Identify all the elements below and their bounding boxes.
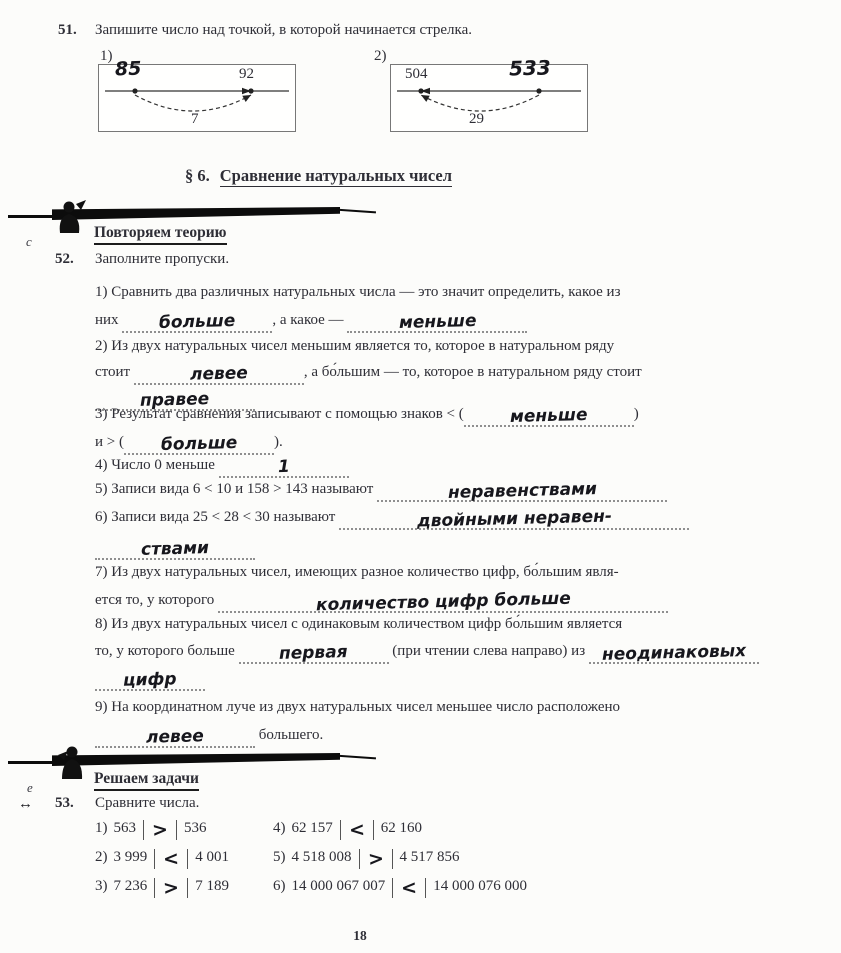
handwritten-sign: < xyxy=(162,847,180,871)
diagram-1-handwritten-answer: 85 xyxy=(114,57,142,81)
diagram-1-end-value: 92 xyxy=(239,66,254,82)
right-number: 536 xyxy=(184,820,207,836)
fill-item-1 xyxy=(95,278,791,334)
handwritten-sign: < xyxy=(348,818,366,842)
printed-text: них xyxy=(95,312,119,328)
sign-slot xyxy=(154,849,188,869)
fill-blank xyxy=(219,456,349,478)
handwritten-answer: меньше xyxy=(398,310,477,334)
diagram-2-start-value: 504 xyxy=(405,66,428,82)
fill-blank xyxy=(95,726,255,748)
theory-banner xyxy=(30,202,370,248)
fill-item-8 xyxy=(95,611,791,692)
diagram-2-box xyxy=(390,55,588,132)
fill-blank xyxy=(347,310,527,334)
tasks-mascot-icon xyxy=(56,745,88,781)
printed-text: 8) Из двух натуральных чисел с одинаковым количеством цифр бо́льшим является xyxy=(95,616,623,632)
printed-text: (при чтении слева направо) из xyxy=(392,643,586,659)
comparison-2 xyxy=(95,849,273,869)
problem-53-number: 53. xyxy=(55,795,74,811)
printed-text: ). xyxy=(273,434,283,450)
pair-work-arrow-icon: ↔ xyxy=(18,796,33,812)
handwritten-answer: меньше xyxy=(509,404,588,428)
comparison-grid xyxy=(95,820,715,898)
right-number: 62 160 xyxy=(380,820,422,836)
left-number: 4 518 008 xyxy=(291,849,352,865)
fill-blank xyxy=(589,641,759,665)
printed-text: ется то, у которого xyxy=(95,592,215,608)
left-number: 563 xyxy=(113,820,136,836)
sign-slot xyxy=(392,878,426,898)
diagram-1-box xyxy=(98,57,296,132)
printed-text: то, у которого больше xyxy=(95,643,235,659)
printed-text: и > ( xyxy=(95,434,124,450)
number-line-diagram-2 xyxy=(372,48,590,138)
item-label: 5) xyxy=(273,849,286,865)
problem-53-title: Сравните числа. xyxy=(95,795,200,811)
banner-stripe xyxy=(52,753,340,766)
fill-blank xyxy=(122,311,272,333)
handwritten-sign: > xyxy=(366,847,385,871)
right-number: 14 000 076 000 xyxy=(433,878,527,894)
problem-52-title: Заполните пропуски. xyxy=(95,251,230,267)
printed-text: 6) Записи вида 25 < 28 < 30 называют xyxy=(95,509,336,525)
section-heading xyxy=(185,166,452,186)
right-number: 4 517 856 xyxy=(399,849,460,865)
margin-mark-tasks: e xyxy=(27,780,33,795)
printed-text: 9) На координатном луче из двух натуральных чисел меньшее число расположено xyxy=(95,699,621,715)
left-number: 3 999 xyxy=(113,849,148,865)
section-number: § 6. xyxy=(185,166,210,185)
sign-slot xyxy=(359,849,393,869)
printed-text: ) xyxy=(633,406,639,422)
distance-arc xyxy=(135,95,251,111)
theory-mascot-icon xyxy=(56,199,88,235)
handwritten-answer: неодинаковых xyxy=(601,641,747,665)
fill-item-5 xyxy=(95,477,791,502)
problem-51-text: Запишите число над точкой, в которой начинается стрелка. xyxy=(95,22,473,38)
problem-51-number: 51. xyxy=(58,22,77,38)
diagram-2-distance: 29 xyxy=(469,111,484,127)
handwritten-answer: 1 xyxy=(277,456,290,478)
handwritten-answer: неравенствами xyxy=(447,479,597,503)
section-title: Сравнение натуральных чисел xyxy=(219,166,452,185)
printed-text: 4) Число 0 меньше xyxy=(95,457,215,473)
banner-tail-left xyxy=(8,215,54,218)
handwritten-answer: правее xyxy=(140,389,210,411)
sign-slot xyxy=(143,820,177,840)
item-label: 6) xyxy=(273,878,286,894)
printed-text: 2) Из двух натуральных чисел меньшим является то, которое в натуральном ряду xyxy=(95,338,615,354)
line-arrowhead-left xyxy=(421,88,430,95)
banner-stripe xyxy=(52,207,340,220)
fill-blank xyxy=(464,404,634,428)
tasks-banner-title: Решаем задачи xyxy=(94,770,199,791)
left-number: 14 000 067 007 xyxy=(291,878,386,894)
handwritten-answer: двойными неравен- xyxy=(416,506,612,532)
fill-item-7 xyxy=(95,558,791,614)
fill-blank xyxy=(239,642,389,664)
comparison-4 xyxy=(273,820,715,840)
item-label: 2) xyxy=(95,849,108,865)
handwritten-sign: > xyxy=(162,876,180,900)
comparison-6 xyxy=(273,878,715,898)
diagram-2-handwritten-answer: 533 xyxy=(508,55,552,81)
sign-slot xyxy=(154,878,188,898)
comparison-3 xyxy=(95,878,273,898)
fill-item-4 xyxy=(95,453,791,478)
diagram-2-label: 2) xyxy=(374,48,387,64)
distance-arc xyxy=(421,95,539,111)
problem-52-number: 52. xyxy=(55,251,74,267)
diagram-1-distance: 7 xyxy=(191,111,199,127)
theory-banner-title: Повторяем теорию xyxy=(94,224,227,245)
fill-blank xyxy=(377,479,667,503)
handwritten-answer: цифр xyxy=(122,669,178,691)
handwritten-answer: левее xyxy=(189,363,249,385)
handwritten-answer: больше xyxy=(160,433,238,455)
fill-item-3 xyxy=(95,400,791,456)
diagram-1-label: 1) xyxy=(100,48,113,64)
number-line-diagram-1 xyxy=(98,48,300,138)
printed-text: 7) Из двух натуральных чисел, имеющих разное количество цифр, бо́льшим явля- xyxy=(95,564,619,580)
printed-text: 5) Записи вида 6 < 10 и 158 > 143 называют xyxy=(95,481,374,497)
handwritten-answer: больше xyxy=(158,311,236,333)
handwritten-answer: количество цифр больше xyxy=(315,588,571,616)
banner-tail-left xyxy=(8,761,54,764)
handwritten-answer: первая xyxy=(278,642,349,664)
handwritten-answer: левее xyxy=(145,726,205,748)
sign-slot xyxy=(340,820,374,840)
page-number: 18 xyxy=(353,928,367,943)
right-number: 4 001 xyxy=(195,849,229,865)
fill-blank xyxy=(95,669,205,691)
tasks-banner xyxy=(30,748,370,794)
printed-text: стоит xyxy=(95,364,131,380)
printed-text: 3) Результат сравнения записывают с помощью знаков < ( xyxy=(95,406,464,422)
comparison-1 xyxy=(95,820,273,840)
handwritten-sign: > xyxy=(151,818,169,842)
right-number: 7 189 xyxy=(195,878,229,894)
line-arrowhead-right xyxy=(242,88,251,95)
handwritten-sign: < xyxy=(400,876,418,900)
problem-53-list xyxy=(95,820,715,898)
item-label: 3) xyxy=(95,878,108,894)
left-number: 7 236 xyxy=(113,878,148,894)
printed-text: , а какое — xyxy=(272,312,344,328)
printed-text: 1) Сравнить два различных натуральных числа — это значит определить, какое из xyxy=(95,284,621,300)
fill-item-9 xyxy=(95,693,791,749)
item-label: 4) xyxy=(273,820,286,836)
item-label: 1) xyxy=(95,820,108,836)
fill-blank xyxy=(134,363,304,385)
printed-text: большего. xyxy=(258,727,324,743)
banner-tail-right xyxy=(336,209,376,214)
handwritten-answer: ствами xyxy=(140,538,210,560)
margin-mark-theory: c xyxy=(26,234,32,249)
fill-item-6 xyxy=(95,502,791,562)
banner-tail-right xyxy=(336,755,376,760)
comparison-5 xyxy=(273,849,715,869)
left-number: 62 157 xyxy=(291,820,333,836)
printed-text: , а бо́льшим — то, которое в натуральном ряду стоит xyxy=(303,364,642,380)
fill-blank xyxy=(339,506,689,532)
